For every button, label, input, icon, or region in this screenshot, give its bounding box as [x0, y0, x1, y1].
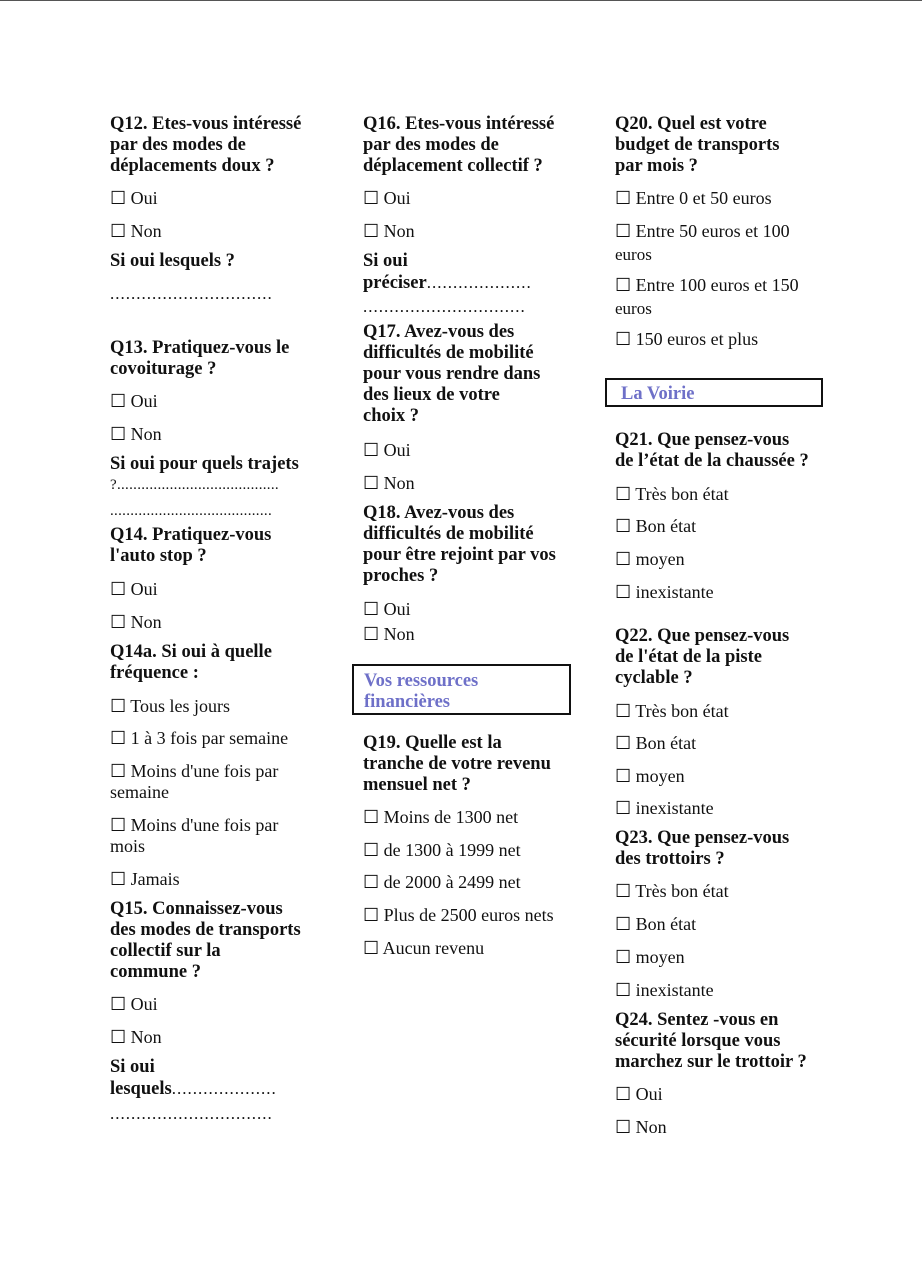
q16-option-oui[interactable]: ☐ Oui — [363, 188, 411, 208]
q22-option-tres-bon[interactable]: ☐ Très bon état — [615, 701, 729, 721]
question-q14a: Q14a. Si oui à quelle fréquence : — [110, 642, 272, 683]
q19-option-aucun-revenu[interactable]: ☐ Aucun revenu — [363, 938, 485, 958]
q13-follow-up-label: Si oui pour quels trajets ?........................................ — [110, 454, 299, 493]
q18-option-oui[interactable]: ☐ Oui — [363, 599, 411, 619]
q20-option-150-plus[interactable]: ☐ 150 euros et plus — [615, 329, 759, 349]
q14a-option-1-a-3-fois[interactable]: ☐ 1 à 3 fois par semaine — [110, 728, 289, 748]
q23-option-bon[interactable]: ☐ Bon état — [615, 914, 697, 934]
question-q18: Q18. Avez-vous des difficultés de mobilité pour être rejoint par vos proches ? — [363, 503, 556, 586]
q19-option-moins-1300[interactable]: ☐ Moins de 1300 net — [363, 807, 519, 827]
q21-option-inexistante[interactable]: ☐ inexistante — [615, 582, 714, 602]
q12-option-non[interactable]: ☐ Non — [110, 221, 162, 241]
q18-option-non[interactable]: ☐ Non — [363, 624, 415, 644]
q22-option-inexistante[interactable]: ☐ inexistante — [615, 798, 714, 818]
q19-option-1300-1999[interactable]: ☐ de 1300 à 1999 net — [363, 840, 521, 860]
q12-follow-up-label: Si oui lesquels ? — [110, 251, 235, 271]
q20-option-50-100[interactable]: ☐ Entre 50 euros et 100 euros — [615, 221, 790, 264]
q14a-option-moins-mois[interactable]: ☐ Moins d'une fois par mois — [110, 815, 279, 856]
question-q23: Q23. Que pensez-vous des trottoirs ? — [615, 828, 790, 869]
q13-option-non[interactable]: ☐ Non — [110, 424, 162, 444]
q14-option-non[interactable]: ☐ Non — [110, 612, 162, 632]
question-q17: Q17. Avez-vous des difficultés de mobilité pour vous rendre dans des lieux de votre choix ? — [363, 322, 541, 426]
q16-answer-line[interactable]: ............................... — [363, 297, 526, 316]
q17-option-oui[interactable]: ☐ Oui — [363, 440, 411, 460]
q22-option-bon[interactable]: ☐ Bon état — [615, 733, 697, 753]
q20-option-0-50[interactable]: ☐ Entre 0 et 50 euros — [615, 188, 772, 208]
q14-option-oui[interactable]: ☐ Oui — [110, 579, 158, 599]
q13-answer-line[interactable]: ........................................ — [110, 503, 272, 519]
q13-option-oui[interactable]: ☐ Oui — [110, 391, 158, 411]
q23-option-moyen[interactable]: ☐ moyen — [615, 947, 685, 967]
q24-option-non[interactable]: ☐ Non — [615, 1117, 667, 1137]
q21-option-bon[interactable]: ☐ Bon état — [615, 516, 697, 536]
question-q21: Q21. Que pensez-vous de l’état de la chaussée ? — [615, 430, 809, 471]
q17-option-non[interactable]: ☐ Non — [363, 473, 415, 493]
question-q24: Q24. Sentez -vous en sécurité lorsque vous marchez sur le trottoir ? — [615, 1010, 807, 1072]
q15-option-oui[interactable]: ☐ Oui — [110, 994, 158, 1014]
q15-option-non[interactable]: ☐ Non — [110, 1027, 162, 1047]
question-q20: Q20. Quel est votre budget de transports par mois ? — [615, 114, 780, 176]
question-q16: Q16. Etes-vous intéressé par des modes de déplacement collectif ? — [363, 114, 555, 176]
q21-option-tres-bon[interactable]: ☐ Très bon état — [615, 484, 729, 504]
q19-option-2000-2499[interactable]: ☐ de 2000 à 2499 net — [363, 872, 521, 892]
q22-option-moyen[interactable]: ☐ moyen — [615, 766, 685, 786]
q15-answer-line[interactable]: ............................... — [110, 1104, 273, 1123]
q14a-option-jamais[interactable]: ☐ Jamais — [110, 869, 180, 889]
q20-option-100-150[interactable]: ☐ Entre 100 euros et 150 euros — [615, 275, 799, 318]
q19-option-plus-2500[interactable]: ☐ Plus de 2500 euros nets — [363, 905, 554, 925]
q16-option-non[interactable]: ☐ Non — [363, 221, 415, 241]
q23-option-tres-bon[interactable]: ☐ Très bon état — [615, 881, 729, 901]
section-heading-ressources: Vos ressources financières — [352, 664, 571, 715]
q24-option-oui[interactable]: ☐ Oui — [615, 1084, 663, 1104]
q15-follow-up-label: Si oui lesquels.................... — [110, 1057, 277, 1099]
question-q15: Q15. Connaissez-vous des modes de transports collectif sur la commune ? — [110, 899, 301, 982]
q12-answer-line[interactable]: ............................... — [110, 284, 273, 303]
q16-follow-up-label: Si oui préciser.................... — [363, 251, 532, 293]
top-border — [0, 0, 922, 1]
question-q14: Q14. Pratiquez-vous l'auto stop ? — [110, 525, 272, 566]
question-q13: Q13. Pratiquez-vous le covoiturage ? — [110, 338, 290, 379]
q14a-option-moins-semaine[interactable]: ☐ Moins d'une fois par semaine — [110, 761, 279, 802]
q12-option-oui[interactable]: ☐ Oui — [110, 188, 158, 208]
q21-option-moyen[interactable]: ☐ moyen — [615, 549, 685, 569]
q14a-option-tous-les-jours[interactable]: ☐ Tous les jours — [110, 696, 231, 716]
question-q12: Q12. Etes-vous intéressé par des modes de déplacements doux ? — [110, 114, 302, 176]
q23-option-inexistante[interactable]: ☐ inexistante — [615, 980, 714, 1000]
question-q22: Q22. Que pensez-vous de l'état de la piste cyclable ? — [615, 626, 790, 688]
section-heading-voirie: La Voirie — [605, 378, 823, 407]
question-q19: Q19. Quelle est la tranche de votre revenu mensuel net ? — [363, 733, 551, 795]
